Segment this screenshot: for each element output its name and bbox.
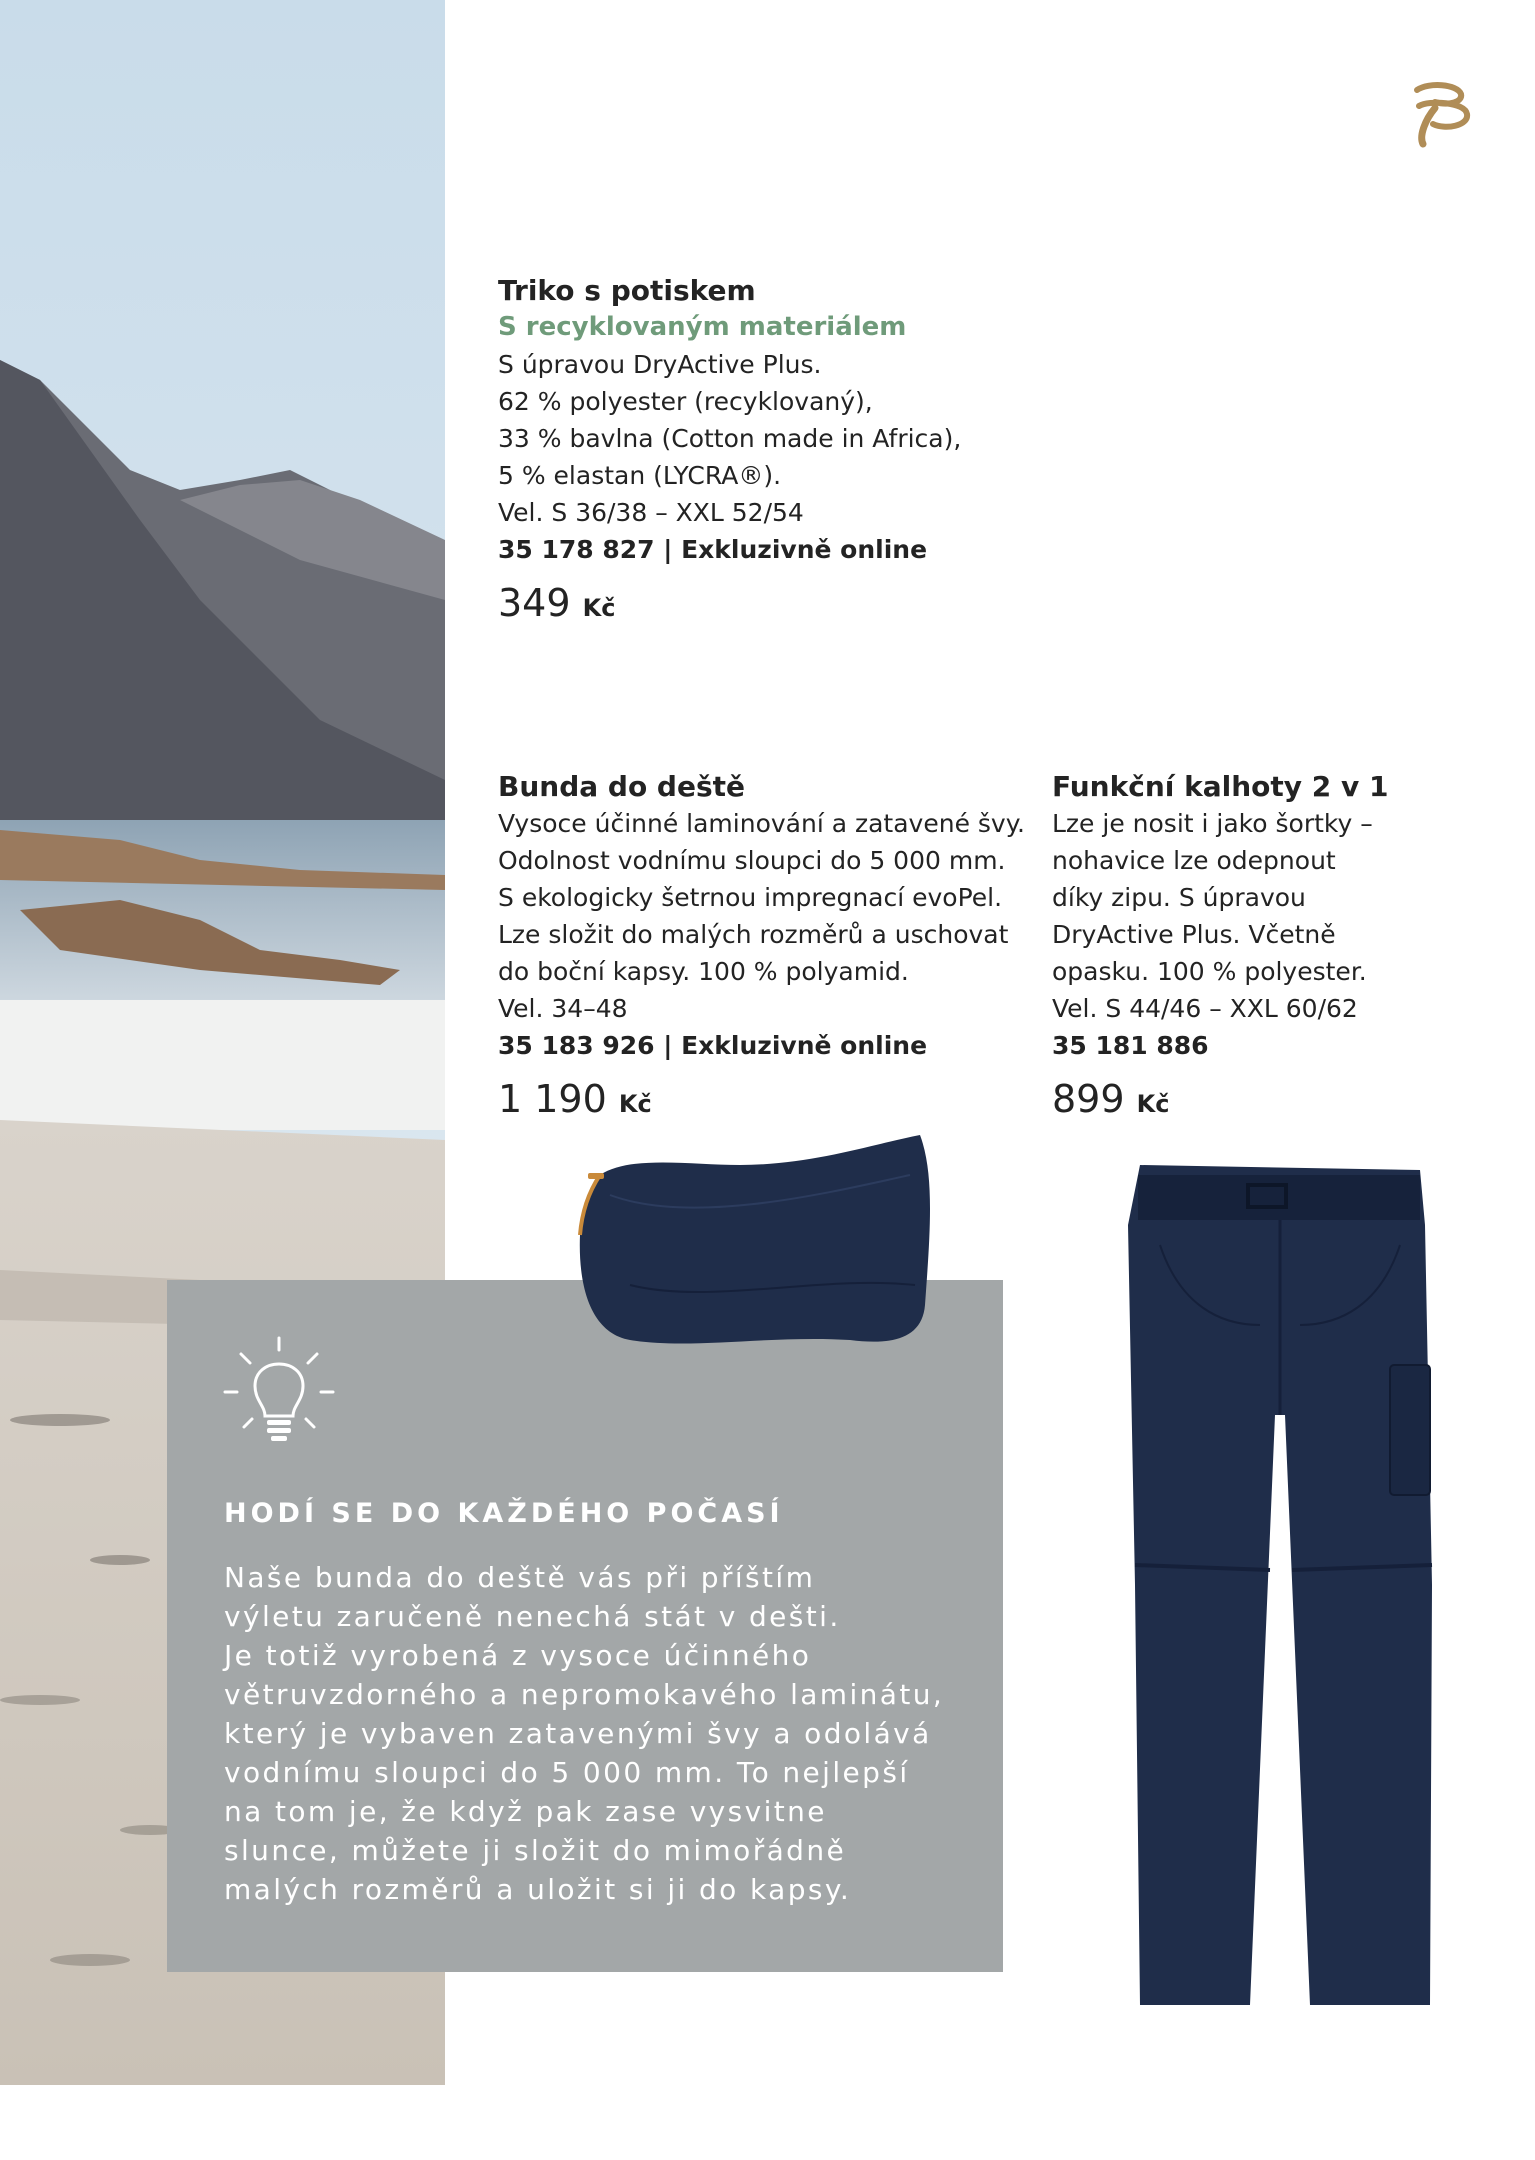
tip-line: malých rozměrů a uložit si ji do kapsy.: [224, 1873, 852, 1906]
product-description-line: 33 % bavlna (Cotton made in Africa),: [498, 424, 962, 453]
product-price: [498, 580, 961, 631]
product-description-line: Lze složit do malých rozměrů a uschovat: [498, 920, 1009, 949]
product-description-line: Vel. S 44/46 – XXL 60/62: [1052, 994, 1358, 1023]
product-description-line: 5 % elastan (LYCRA®).: [498, 461, 782, 490]
product-title: Triko s potiskem: [498, 274, 756, 307]
product-code: 35 178 827 | Exkluzivně online: [498, 535, 928, 564]
product-price: [1052, 1076, 1388, 1127]
pants-image: [1120, 1165, 1440, 2025]
product-description-line: S ekologicky šetrnou impregnací evoPel.: [498, 883, 1003, 912]
product-description-line: opasku. 100 % polyester.: [1052, 957, 1367, 986]
product-code: 35 183 926 | Exkluzivně online: [498, 1031, 928, 1060]
product-description-line: do boční kapsy. 100 % polyamid.: [498, 957, 909, 986]
price-currency: Kč: [1136, 1090, 1170, 1118]
tip-body: [224, 1558, 984, 1909]
product-code: 35 181 886: [1052, 1031, 1209, 1060]
product-description-line: S úpravou DryActive Plus.: [498, 350, 822, 379]
product-tshirt: [498, 272, 961, 631]
price-value: 899: [1052, 1077, 1125, 1121]
product-description-line: nohavice lze odepnout: [1052, 846, 1336, 875]
tip-line: Naše bunda do deště vás při příštím: [224, 1561, 816, 1594]
product-description-line: Vysoce účinné laminování a zatavené švy.: [498, 809, 1025, 838]
product-description-line: Vel. 34–48: [498, 994, 628, 1023]
rain-jacket-pouch-image: [570, 1135, 970, 1360]
tip-line: vodnímu sloupci do 5 000 mm. To nejlepší: [224, 1756, 910, 1789]
price-currency: Kč: [618, 1090, 652, 1118]
tip-line: větruvzdorného a nepromokavého laminátu,: [224, 1678, 945, 1711]
tip-line: slunce, můžete ji složit do mimořádně: [224, 1834, 847, 1867]
lightbulb-icon: [219, 1332, 339, 1452]
product-description-line: Vel. S 36/38 – XXL 52/54: [498, 498, 804, 527]
product-pants: [1052, 768, 1388, 1127]
tip-line: Je totiž vyrobená z vysoce účinného: [224, 1639, 812, 1672]
product-title: Bunda do deště: [498, 770, 745, 803]
price-value: 1 190: [498, 1077, 607, 1121]
tip-line: na tom je, že když pak zase vysvitne: [224, 1795, 827, 1828]
brand-logo[interactable]: [1405, 80, 1475, 150]
tip-heading: HODÍ SE DO KAŽDÉHO POČASÍ: [224, 1498, 784, 1529]
product-title: Funkční kalhoty 2 v 1: [1052, 770, 1389, 803]
product-subtitle: S recyklovaným materiálem: [498, 312, 907, 342]
product-description-line: díky zipu. S úpravou: [1052, 883, 1306, 912]
price-currency: Kč: [582, 594, 616, 622]
product-price: [498, 1076, 1025, 1127]
product-description-line: Lze je nosit i jako šortky –: [1052, 809, 1373, 838]
product-description-line: 62 % polyester (recyklovaný),: [498, 387, 873, 416]
tip-box: [167, 1280, 1003, 1972]
product-description-line: Odolnost vodnímu sloupci do 5 000 mm.: [498, 846, 1006, 875]
product-rain-jacket: [498, 768, 1025, 1127]
tip-line: výletu zaručeně nenechá stát v dešti.: [224, 1600, 841, 1633]
price-value: 349: [498, 581, 571, 625]
tip-line: který je vybaven zatavenými švy a odolává: [224, 1717, 932, 1750]
product-description-line: DryActive Plus. Včetně: [1052, 920, 1336, 949]
